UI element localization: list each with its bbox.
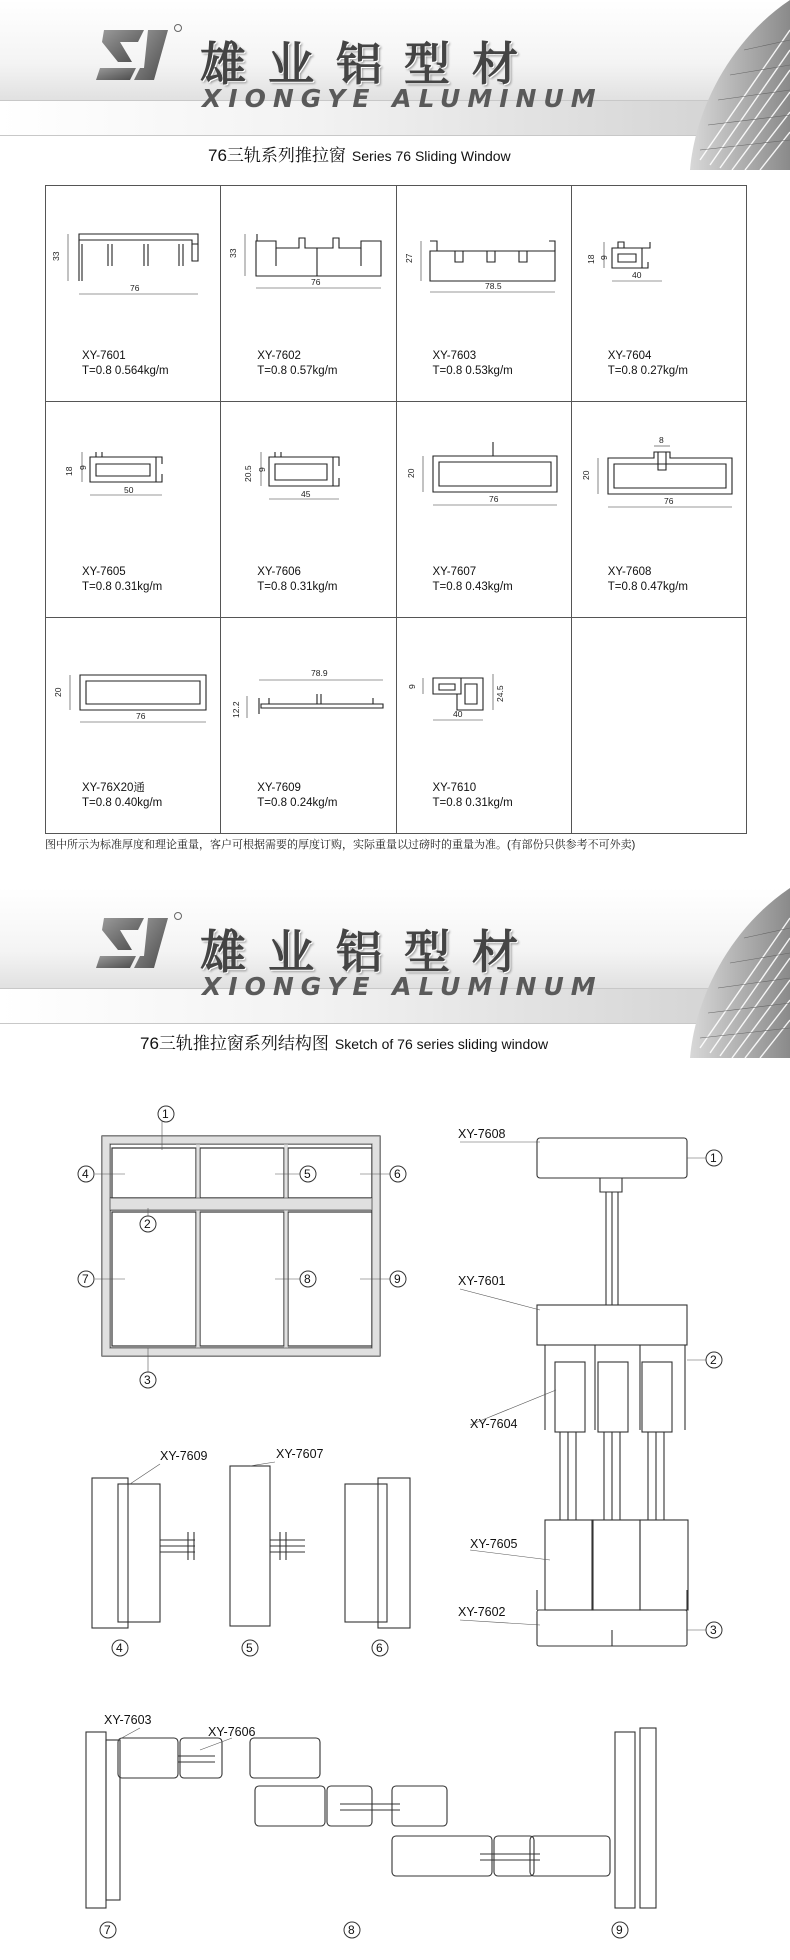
svg-text:7: 7	[82, 1272, 89, 1286]
dim-xy76x20-w: 76	[136, 711, 146, 721]
brand-name-cn: 雄业铝型材	[200, 925, 540, 979]
label-xy7602: XY-7602	[458, 1605, 506, 1619]
profile-label	[257, 349, 337, 379]
svg-text:2: 2	[144, 1217, 151, 1231]
dim-xy7607-w: 76	[488, 494, 498, 504]
label-xy7604: XY-7604	[470, 1417, 518, 1431]
profile-code: XY-7608	[607, 566, 652, 578]
dim-xy7610-w: 40	[452, 709, 462, 719]
dim-xy7601-w: 76	[130, 283, 140, 293]
dim-xy7602-h: 33	[228, 248, 239, 258]
weight-note: 图中所示为标准厚度和理论重量，客户可根据需要的厚度订购，实际重量以过磅时的重量为准。(有部份只供参考不可外卖)	[45, 839, 636, 851]
dim-xy7606-w: 45	[301, 489, 311, 499]
brand-logo-icon	[92, 910, 182, 985]
profile-code: XY-7602	[257, 350, 301, 362]
profile-code: XY-7607	[432, 566, 477, 578]
svg-text:8: 8	[304, 1272, 311, 1286]
callout-7-bottom	[100, 1922, 116, 1938]
catalog-cell-xy7609	[221, 618, 396, 834]
callout-8-bottom	[344, 1922, 360, 1938]
svg-text:7: 7	[104, 1923, 111, 1937]
svg-text:3: 3	[144, 1373, 151, 1387]
horizontal-section-bottom	[86, 1728, 656, 1908]
callout-2	[140, 1216, 156, 1232]
dim-xy7603-h: 27	[403, 253, 414, 263]
profile-code: XY-7609	[257, 782, 301, 794]
svg-text:6: 6	[394, 1167, 401, 1181]
catalog-cell-xy76x20	[46, 618, 221, 834]
dim-xy7608-w: 76	[663, 496, 674, 506]
dim-xy7602-w: 76	[311, 277, 321, 287]
callout-1-right	[706, 1150, 722, 1166]
section-title-1-en: Series 76 Sliding Window	[351, 148, 511, 164]
callout-6-bottom	[372, 1640, 388, 1656]
dim-xy7605-w: 50	[124, 485, 134, 495]
callout-9	[390, 1271, 406, 1287]
brand-logo-icon	[92, 22, 182, 97]
dim-xy7604-s: 9	[598, 255, 609, 260]
building-illustration	[660, 0, 790, 170]
profile-code: XY-7603	[432, 350, 477, 362]
dim-xy7607-h: 20	[405, 468, 416, 478]
horizontal-section-top	[92, 1466, 410, 1628]
profile-spec: T=0.8 0.31kg/m	[432, 797, 513, 809]
label-xy7608: XY-7608	[458, 1127, 506, 1141]
window-elevation	[102, 1136, 380, 1356]
profile-code: XY-7605	[82, 566, 126, 578]
building-illustration	[660, 888, 790, 1058]
label-xy7606: XY-7606	[208, 1725, 256, 1739]
svg-text:3: 3	[710, 1623, 717, 1637]
dim-xy7608-slot: 8	[658, 435, 664, 445]
section-title-1-cn: 76三轨系列推拉窗	[208, 146, 346, 165]
catalog-cell-xy7607	[396, 402, 571, 618]
profile-spec: T=0.8 0.564kg/m	[82, 365, 169, 377]
profile-label	[82, 565, 162, 595]
svg-text:1: 1	[710, 1151, 717, 1165]
profile-label	[257, 781, 337, 811]
profile-label	[433, 781, 513, 811]
svg-text:2: 2	[710, 1353, 717, 1367]
dim-xy7606-s: 9	[257, 467, 268, 472]
brand-name-en: XIONGYE ALUMINUM	[202, 972, 603, 1001]
callout-1	[158, 1106, 174, 1122]
profile-code: XY-7601	[82, 350, 126, 362]
dim-xy7610-h: 9	[406, 684, 417, 689]
callout-3-right	[706, 1622, 722, 1638]
catalog-cell-xy7604	[571, 186, 746, 402]
svg-text:4: 4	[116, 1641, 123, 1655]
profile-code: XY-7610	[432, 782, 477, 794]
catalog-cell-xy7610	[396, 618, 571, 834]
dim-xy7606-h: 20.5	[243, 465, 254, 482]
callout-5-bottom	[242, 1640, 258, 1656]
profile-spec: T=0.8 0.47kg/m	[607, 581, 688, 593]
catalog-cell-xy7602	[221, 186, 396, 402]
profile-label	[433, 349, 513, 379]
profile-label	[608, 565, 688, 595]
profile-label	[608, 349, 688, 379]
label-xy7601: XY-7601	[458, 1274, 506, 1288]
profile-label	[257, 565, 337, 595]
callout-6	[390, 1166, 406, 1182]
svg-text:5: 5	[246, 1641, 253, 1655]
profile-code: XY-7606	[257, 566, 301, 578]
dim-xy7609-h: 12.2	[231, 701, 242, 718]
dim-xy7604-w: 40	[631, 270, 642, 280]
dim-xy7605-s: 9	[78, 465, 88, 470]
catalog-cell-xy7603	[396, 186, 571, 402]
profile-label	[82, 781, 162, 811]
label-xy7603: XY-7603	[104, 1713, 152, 1727]
svg-text:6: 6	[376, 1641, 383, 1655]
profile-catalog-table	[45, 185, 747, 834]
profile-spec: T=0.8 0.31kg/m	[82, 581, 163, 593]
callout-7	[78, 1271, 94, 1287]
callout-9-bottom	[612, 1922, 628, 1938]
profile-spec: T=0.8 0.24kg/m	[257, 797, 338, 809]
callout-2-right	[706, 1352, 722, 1368]
profile-code: XY-7604	[607, 350, 652, 362]
section-title-2-cn: 76三轨推拉窗系列结构图	[140, 1034, 329, 1053]
catalog-cell-xy7608	[571, 402, 746, 618]
svg-text:1: 1	[162, 1107, 169, 1121]
svg-text:4: 4	[82, 1167, 89, 1181]
callout-8	[300, 1271, 316, 1287]
vertical-section	[537, 1138, 688, 1646]
profile-spec: T=0.8 0.40kg/m	[82, 797, 163, 809]
profile-spec: T=0.8 0.27kg/m	[607, 365, 688, 377]
section-title-1	[208, 141, 511, 166]
brand-name-cn: 雄业铝型材	[200, 37, 540, 91]
dim-xy7608-h: 20	[580, 470, 591, 480]
catalog-cell-xy7601	[46, 186, 221, 402]
catalog-cell-xy7605	[46, 402, 221, 618]
profile-spec: T=0.8 0.43kg/m	[432, 581, 513, 593]
callout-5	[300, 1166, 316, 1182]
dim-xy7609-w: 78.9	[311, 668, 328, 678]
svg-text:9: 9	[394, 1272, 401, 1286]
dim-xy7610-h2: 24.5	[494, 685, 505, 702]
svg-text:9: 9	[616, 1923, 623, 1937]
label-xy7607: XY-7607	[276, 1447, 324, 1461]
dim-xy7605-h: 18	[64, 466, 74, 476]
svg-text:8: 8	[348, 1923, 355, 1937]
dim-xy76x20-h: 20	[53, 687, 63, 697]
callout-4-bottom	[112, 1640, 128, 1656]
catalog-cell-xy7606	[221, 402, 396, 618]
profile-spec: T=0.8 0.53kg/m	[432, 365, 513, 377]
profile-spec: T=0.8 0.31kg/m	[257, 581, 338, 593]
label-xy7605: XY-7605	[470, 1537, 518, 1551]
dim-xy7601-h: 33	[51, 251, 61, 261]
brand-name-en: XIONGYE ALUMINUM	[202, 84, 603, 113]
section-title-2	[140, 1029, 548, 1054]
dim-xy7603-w: 78.5	[484, 281, 502, 291]
structure-sketch	[0, 1100, 790, 1940]
callout-3	[140, 1372, 156, 1388]
callout-4	[78, 1166, 94, 1182]
profile-label	[433, 565, 513, 595]
svg-text:5: 5	[304, 1167, 311, 1181]
catalog-cell-empty	[571, 618, 746, 834]
profile-spec: T=0.8 0.57kg/m	[257, 365, 338, 377]
profile-code: XY-76X20通	[82, 782, 145, 794]
section-title-2-en: Sketch of 76 series sliding window	[334, 1036, 549, 1052]
dim-xy7604-h: 18	[585, 254, 596, 264]
label-xy7609: XY-7609	[160, 1449, 208, 1463]
profile-label	[82, 349, 169, 379]
